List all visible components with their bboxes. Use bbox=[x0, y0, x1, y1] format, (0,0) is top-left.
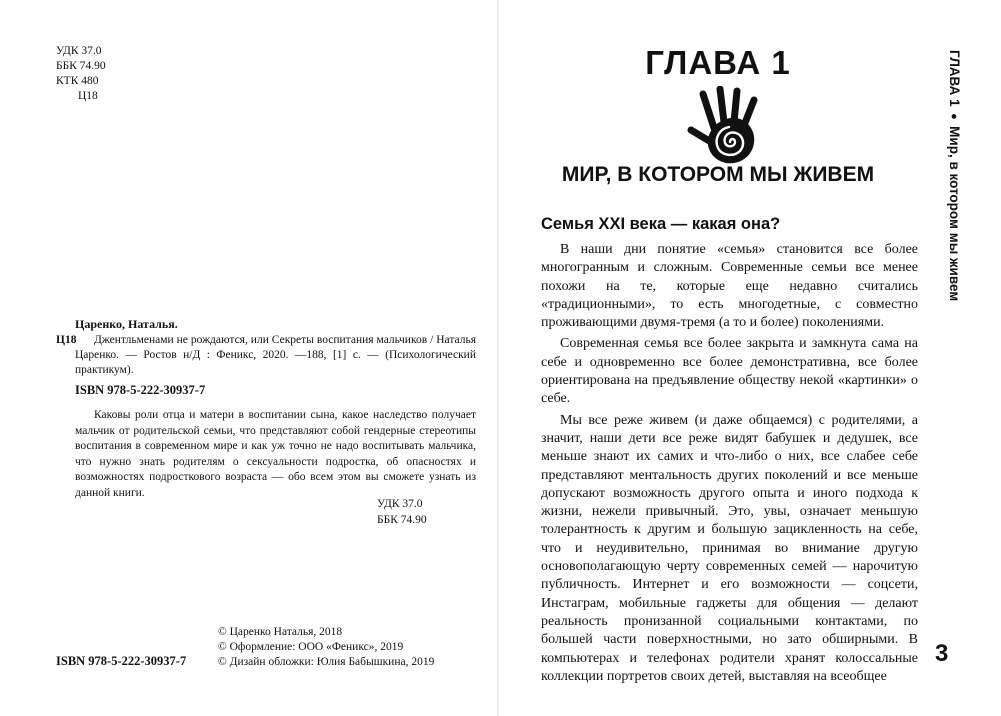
section-title: Семья XXI века — какая она? bbox=[541, 215, 781, 233]
udk-code: УДК 37.0 bbox=[56, 45, 102, 57]
author-mark: Ц18 bbox=[78, 90, 98, 102]
copyright-design: © Оформление: ООО «Феникс», 2019 bbox=[218, 641, 404, 653]
left-page bbox=[0, 0, 498, 716]
spiral-hand-icon bbox=[687, 86, 769, 166]
isbn: ISBN 978-5-222-30937-7 bbox=[75, 383, 206, 397]
author-name: Царенко, Наталья. bbox=[75, 317, 178, 331]
running-head bbox=[938, 50, 962, 301]
bibliographic-record bbox=[56, 333, 476, 378]
paragraph: Мы все реже живем (и даже общаемся) с родителями, а значит, наши дети все реже видят бабушек и дедушек, все меньше знают их самих и что-либо о них, все слабее себе представляют ментальность других поколений и все меньше допускают возможность другого опыта и иного подхода к жизни, нежели привычный. Это, увы, означает меньшую толерантность к другим и большую зацикленность на себе, что и неудивительно, принимая во внимание другую основополагающую черту современных семей — нарочитую публичность. Интернет и его возможности — соцсети, Инстаграм, мобильные гаджеты для общения — делают реальность пронизанной социальными контактами, по большей части поверхностными, но зато обширными. В компьютерах и телефонах родители хранят колоссальные коллекции портретов своих детей, выставляя на всеобщее bbox=[541, 412, 918, 684]
paragraph: В наши дни понятие «семья» становится все более многогранным и сложным. Современные семьи все менее похожи на те, которые еще недавно считались «традиционными», то есть многодетные, с совместно проживающими двумя-тремя (а то и более) поколениями. bbox=[541, 242, 918, 331]
bibliographic-text: Джентльменами не рождаются, или Секреты воспитания мальчиков / Наталья Царенко. — Ростов н/Д : Феникс, 2020. —188, [1] с. — (Психологический практикум). bbox=[75, 334, 476, 376]
chapter-title: МИР, В КОТОРОМ МЫ ЖИВЕМ bbox=[561, 163, 875, 186]
bbk-code-bottom: ББК 74.90 bbox=[377, 514, 427, 526]
bullet-separator-icon: ● bbox=[948, 110, 960, 123]
right-page bbox=[498, 0, 1001, 716]
ktk-code: КТК 480 bbox=[56, 75, 99, 87]
copyright-notices bbox=[218, 625, 434, 670]
body-text bbox=[541, 241, 918, 689]
classification-codes bbox=[56, 44, 106, 104]
classification-codes-bottom bbox=[377, 496, 427, 528]
running-head-title: Мир, в котором мы живем bbox=[947, 126, 962, 302]
isbn-bottom: ISBN 978-5-222-30937-7 bbox=[56, 654, 187, 668]
paragraph: Современная семья все более закрыта и замкнута сама на себе и одновременно все более демонстративна, все более ориентирована на предъявление обществу некой «картинки» о себе. bbox=[541, 336, 918, 407]
page-number: 3 bbox=[935, 640, 949, 667]
copyright-cover: © Дизайн обложки: Юлия Бабышкина, 2019 bbox=[218, 656, 435, 668]
running-head-chapter: ГЛАВА 1 bbox=[947, 50, 962, 107]
udk-code-bottom: УДК 37.0 bbox=[377, 498, 423, 510]
chapter-label: ГЛАВА 1 bbox=[645, 44, 791, 81]
copyright-author: © Царенко Наталья, 2018 bbox=[218, 626, 343, 638]
catalog-code: Ц18 bbox=[56, 334, 77, 346]
bbk-code: ББК 74.90 bbox=[56, 60, 106, 72]
book-abstract: Каковы роли отца и матери в воспитании сына, какое наследство получает мальчик от родительской семьи, что представляют собой гендерные стереотипы воспитания в современном мире и как уж точно не надо воспитывать мальчика, что нужно знать родителям о сексуальности подростка, об опасностях и возможностях подросткового возраста — обо всем этом вы сможете узнать из данной книги. bbox=[75, 409, 476, 499]
